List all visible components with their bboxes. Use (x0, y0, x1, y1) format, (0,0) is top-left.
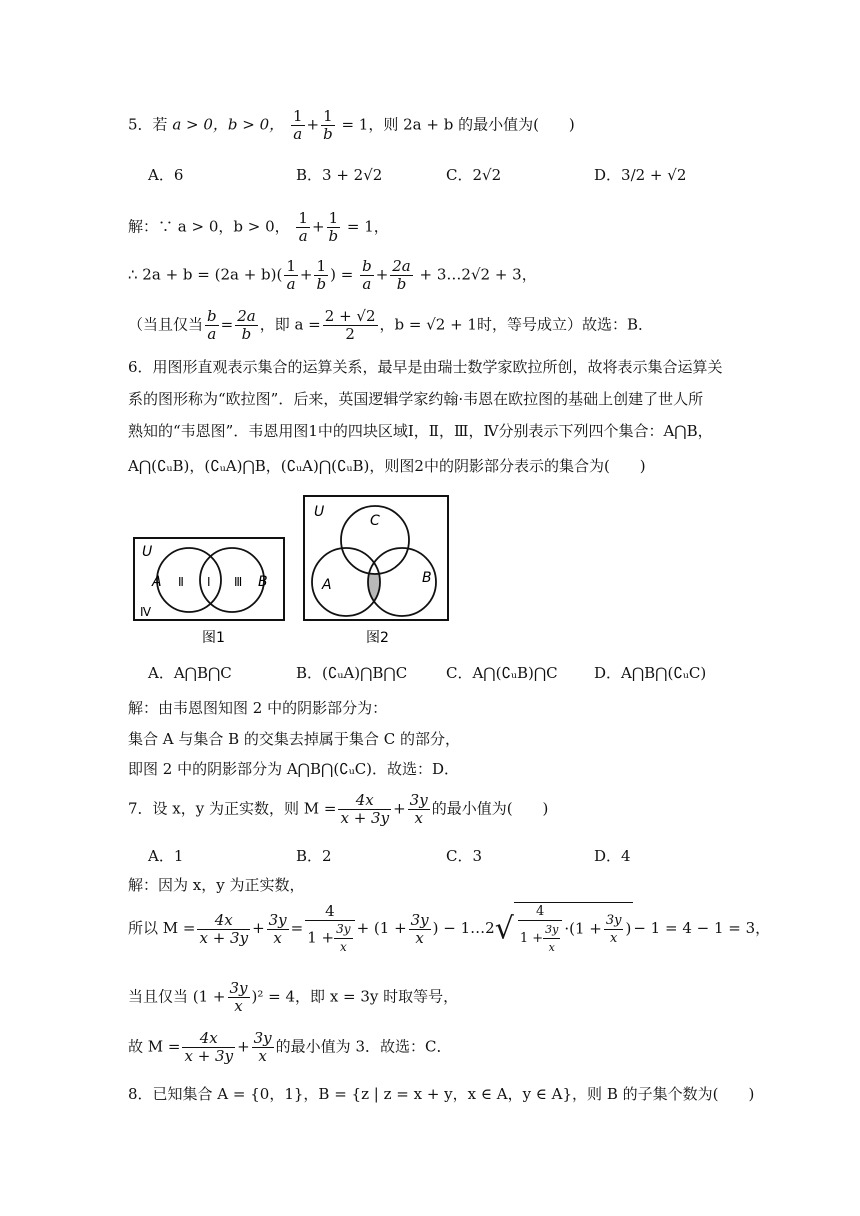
fraction: $\frac{4x}{x + 3y}$ (184, 1029, 234, 1065)
fraction: $\frac{4x}{x + 3y}$ (199, 910, 249, 947)
q6-line-4: A⋂(∁ᵤB)，(∁ᵤA)⋂B，(∁ᵤA)⋂(∁ᵤB)，则图2中的阴影部分表示的集合为( ) (128, 457, 646, 475)
label-b: B (258, 574, 268, 590)
label-c: C (370, 513, 380, 529)
q6-solution-2: 集合 A 与集合 B 的交集去掉属于集合 C 的部分， (128, 730, 460, 748)
q7-option-b[interactable]: B．2 (296, 847, 332, 865)
fraction: $\frac{1}{a}$ (298, 209, 308, 245)
figure-2-venn (302, 494, 450, 648)
caption-fig2: 图2 (366, 630, 389, 646)
fraction: $\frac{1}{a}$ (286, 257, 296, 293)
fraction: $\frac{3y}{x}$ (409, 791, 428, 827)
fraction: 4 1 + $\frac{3y}{x}$ (305, 903, 354, 956)
fraction: $\frac{4x}{x + 3y}$ (340, 791, 390, 827)
q6-option-c[interactable]: C．A⋂(∁ᵤB)⋂C (446, 664, 558, 682)
set-a-circle (157, 548, 221, 612)
sqrt-body: 4 1 + $\frac{3y}{x}$ ·(1 + $\frac{3y}{x}$ ) (514, 902, 634, 956)
q5-option-d[interactable]: D．3/2 + √2 (594, 166, 687, 184)
fraction: $\frac{2a}{b}$ (237, 307, 256, 343)
q7-option-a[interactable]: A．1 (148, 847, 184, 865)
fraction: $\frac{1}{a}$ (292, 107, 303, 143)
label-a: A (152, 574, 162, 590)
fraction: $\frac{2a}{b}$ (392, 257, 411, 293)
q7-option-c[interactable]: C．3 (446, 847, 483, 865)
q5-option-c[interactable]: C．2√2 (446, 166, 502, 184)
q6-line-2: 系的图形称为“欧拉图”．后来，英国逻辑学家约翰·韦恩在欧拉图的基础上创建了世人所 (128, 390, 704, 408)
q5-solution-1: 解：∵ a > 0，b > 0， $\frac{1}{a}$ + $\frac{1}{b}$ = 1， (128, 209, 389, 245)
q7-stem: 7．设 x，y 为正实数，则 M = $\frac{4x}{x + 3y}$ + $\frac{3y}{x}$ 的最小值为( ) (128, 791, 549, 827)
q5-solution-3: （当且仅当 $\frac{b}{a}$ = $\frac{2a}{b}$ ，即 a = $\frac{2 + √2}{2}$ ，b = √2 + 1时，等号成立）故选：B． (128, 307, 653, 343)
q6-solution-1: 解：由韦恩图知图 2 中的阴影部分为： (128, 699, 388, 717)
caption-fig1: 图1 (202, 630, 225, 646)
fraction: $\frac{3y}{x}$ (229, 979, 248, 1015)
q5-solution-2: ∴ 2a + b = (2a + b)( $\frac{1}{a}$ + $\frac{1}{b}$ ) = $\frac{b}{a}$ + $\frac{2a}{b}$ + 3…2√2 + 3， (128, 257, 537, 293)
q7-solution-3: 当且仅当 (1 + $\frac{3y}{x}$ )² = 4，即 x = 3y 时取等号， (128, 979, 459, 1015)
label-b: B (422, 570, 432, 586)
figure-1-venn (132, 536, 288, 648)
label-region-3: Ⅲ (234, 575, 243, 589)
label-region-4: Ⅳ (140, 605, 152, 619)
q6-line-1: 6．用图形直观表示集合的运算关系，最早是由瑞士数学家欧拉所创，故将表示集合运算关 (128, 358, 723, 376)
fraction: $\frac{3y}{x}$ (253, 1029, 272, 1065)
q6-option-a[interactable]: A．A⋂B⋂C (148, 664, 232, 682)
q5-option-a[interactable]: A．6 (148, 166, 184, 184)
sqrt-icon: √ (494, 911, 514, 947)
label-a: A (322, 577, 332, 593)
q6-line-3: 熟知的“韦恩图”．韦恩用图1中的四块区域Ⅰ，Ⅱ，Ⅲ，Ⅳ分别表示下列四个集合：A⋂B， (128, 422, 713, 440)
q6-solution-3: 即图 2 中的阴影部分为 A⋂B⋂(∁ᵤC)．故选：D． (128, 760, 460, 778)
fraction: $\frac{b}{a}$ (207, 307, 217, 343)
fraction: $\frac{2 + √2}{2}$ (324, 307, 376, 343)
q8-stem: 8．已知集合 A = {0，1}，B = {z | z = x + y，x ∈ A，y ∈ A}，则 B 的子集个数为( ) (128, 1085, 755, 1103)
fraction: $\frac{3y}{x}$ (268, 910, 287, 947)
q6-option-d[interactable]: D．A⋂B⋂(∁ᵤC) (594, 664, 707, 682)
q5-option-b[interactable]: B．3 + 2√2 (296, 166, 383, 184)
fraction: $\frac{1}{b}$ (316, 257, 327, 293)
fraction: $\frac{1}{b}$ (328, 209, 339, 245)
q5-stem: 5．若 a > 0，b > 0， $\frac{1}{a}$ + $\frac{1}{b}$ = 1，则 2a + b 的最小值为( ) (128, 107, 575, 143)
label-region-2: Ⅱ (178, 575, 184, 589)
q7-solution-2: 所以 M = $\frac{4x}{x + 3y}$ + $\frac{3y}{x}$ = 4 1 + $\frac{3y}{x}$ + (1 + $\frac{3y}{x}$ ) − 1…2√ 4 1 + $\frac{3y}{x}$ ·(1 + $\frac{3y}{x}$ ) − 1 = 4 − 1 = 3， (128, 901, 771, 954)
label-u: U (142, 544, 153, 560)
label-region-1: Ⅰ (207, 575, 211, 589)
q7-option-d[interactable]: D．4 (594, 847, 631, 865)
fraction: $\frac{1}{b}$ (323, 107, 333, 143)
q6-option-b[interactable]: B．(∁ᵤA)⋂B⋂C (296, 664, 408, 682)
fraction: $\frac{3y}{x}$ (410, 910, 429, 947)
q7-solution-4: 故 M = $\frac{4x}{x + 3y}$ + $\frac{3y}{x}$ 的最小值为 3．故选：C． (128, 1029, 452, 1065)
q7-solution-1: 解：因为 x，y 为正实数， (128, 876, 305, 894)
label-u: U (314, 504, 325, 520)
fraction: $\frac{b}{a}$ (362, 257, 372, 293)
